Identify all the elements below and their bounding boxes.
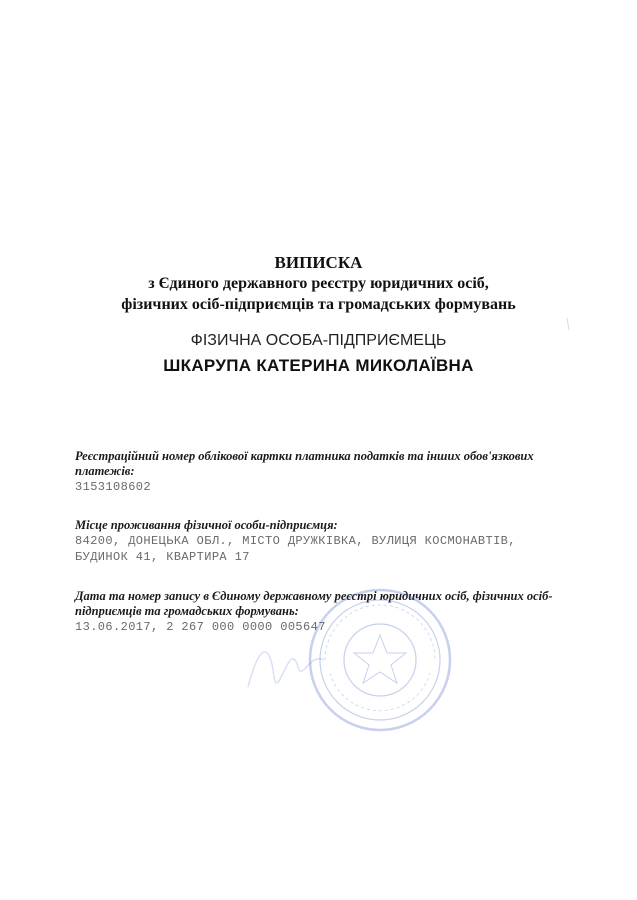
entity-name: ШКАРУПА КАТЕРИНА МИКОЛАЇВНА [163, 356, 474, 375]
residence-label: Місце проживання фізичної особи-підприємця: [75, 518, 338, 532]
document-header [0, 252, 637, 315]
residence-value: 84200, ДОНЕЦЬКА ОБЛ., МІСТО ДРУЖКІВКА, ВУЛИЦЯ КОСМОНАВТІВ, БУДИНОК 41, КВАРТИРА 17 [75, 534, 516, 564]
entity-type: ФІЗИЧНА ОСОБА-ПІДПРИЄМЕЦЬ [190, 332, 447, 349]
registry-record-label: Дата та номер запису в Єдиному державному реєстрі юридичних осіб, фізичних осіб-підприємців та громадських формувань: [75, 589, 553, 618]
document-subtitle-line-1: з Єдиного державного реєстру юридичних осіб, [148, 275, 489, 292]
tax-number-field [75, 449, 565, 495]
registry-record-value: 13.06.2017, 2 267 000 0000 005647 [75, 620, 326, 634]
residence-field [75, 518, 565, 565]
tax-number-value: 3153108602 [75, 480, 152, 494]
document-subtitle-line-2: фізичних осіб-підприємців та громадських формувань [121, 296, 516, 313]
document-title: ВИПИСКА [274, 253, 363, 272]
scan-mark-icon [566, 318, 570, 330]
tax-number-label: Реєстраційний номер облікової картки платника податків та інших обов'язкових платежів: [75, 449, 534, 478]
signature-icon [240, 632, 330, 702]
